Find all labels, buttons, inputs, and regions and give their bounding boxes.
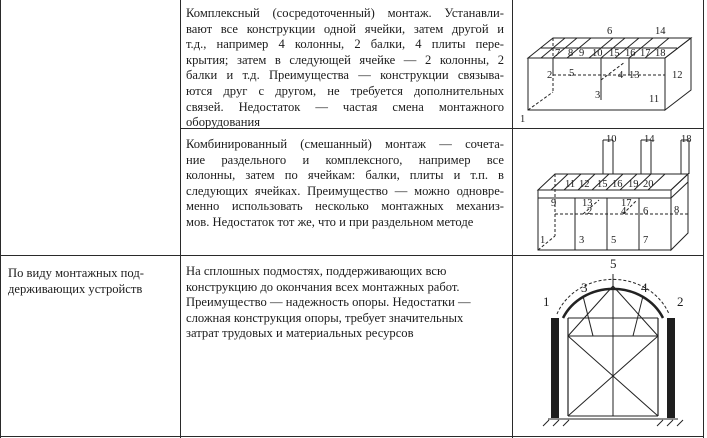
text-line: балки и т.д. Преимущества — конструкции связыва- bbox=[186, 68, 504, 83]
row-2-description bbox=[186, 137, 504, 231]
text-line: сложная конструкция опоры, требует значительных bbox=[186, 310, 464, 325]
figure-label: 3 bbox=[579, 235, 585, 246]
text-line: связей. Недостаток — частая смена монтажного bbox=[186, 99, 504, 114]
figure-label: 1 bbox=[520, 114, 526, 125]
figure-label: 11 bbox=[649, 94, 660, 105]
text-line: т.д., например 4 колонны, 2 балки, 4 плиты пере- bbox=[186, 37, 504, 52]
figure-label: 11 bbox=[565, 179, 576, 190]
text-line: затрат трудовых и материальных ресурсов bbox=[186, 326, 414, 341]
text-line: мов. Недостаток тот же, что и при раздельном методе bbox=[186, 214, 474, 229]
row-3-category bbox=[8, 266, 176, 297]
text-line: Преимущество — надежность опоры. Недостатки — bbox=[186, 295, 471, 310]
figure-label: 5 bbox=[569, 68, 575, 79]
figure-label: 4 bbox=[618, 70, 624, 81]
figure-label: 2 bbox=[587, 206, 593, 217]
figure-label: 7 bbox=[643, 235, 649, 246]
figure-label: 19 bbox=[628, 179, 639, 190]
text-line: колонны, затем по ячейкам: балки, плиты и т.п. в bbox=[186, 168, 504, 183]
table-bottom-border bbox=[0, 436, 704, 437]
text-line: крытия; затем в следующей ячейке — 2 колонны, 2 bbox=[186, 52, 504, 67]
figure-label: 15 bbox=[609, 48, 620, 59]
text-line: На сплошных подмостях, поддерживающих всю bbox=[186, 264, 447, 278]
figure-label: 1 bbox=[543, 294, 550, 309]
figure-label: 17 bbox=[621, 198, 632, 209]
figure-label: 3 bbox=[581, 280, 588, 295]
figure-label: 12 bbox=[672, 70, 683, 81]
text-line: Комбинированный (смешанный) монтаж — сочета- bbox=[186, 137, 504, 151]
figure-label: 1 bbox=[540, 235, 546, 246]
table-right-border bbox=[703, 0, 704, 438]
scaffolding-support-diagram bbox=[513, 256, 703, 436]
figure-label: 13 bbox=[582, 198, 593, 209]
figure-label: 10 bbox=[592, 48, 603, 59]
figure-label: 14 bbox=[655, 26, 666, 37]
text-line: следующих ячейках. Преимущество — можно одновре- bbox=[186, 183, 504, 198]
figure-label: 3 bbox=[595, 90, 601, 101]
figure-label: 16 bbox=[612, 179, 623, 190]
text-line: Комплексный (сосредоточенный) монтаж. Устанавли- bbox=[186, 6, 504, 20]
figure-label: 10 bbox=[606, 134, 617, 145]
figure-label: 18 bbox=[655, 48, 666, 59]
figure-label: 5 bbox=[610, 256, 617, 271]
figure-label: 7 bbox=[555, 48, 561, 59]
text-line: ются друг с другом, не требуется дополнительных bbox=[186, 83, 504, 98]
figure-label: 9 bbox=[579, 48, 585, 59]
text-line: ние раздельного и комплексного, например все bbox=[186, 152, 504, 167]
table-left-border bbox=[0, 0, 1, 438]
figure-label: 2 bbox=[677, 294, 684, 309]
figure-label: 4 bbox=[641, 280, 648, 295]
figure-label: 2 bbox=[547, 70, 553, 81]
figure-label: 6 bbox=[607, 26, 613, 37]
figure-label: 13 bbox=[629, 70, 640, 81]
complex-montage-diagram bbox=[513, 0, 703, 128]
row-1-description bbox=[186, 6, 504, 131]
figure-label: 8 bbox=[568, 48, 574, 59]
figure-label: 14 bbox=[644, 134, 655, 145]
text-line: оборудования bbox=[186, 115, 260, 130]
figure-label: 18 bbox=[681, 134, 692, 145]
figure-label: 16 bbox=[625, 48, 636, 59]
figure-label: 17 bbox=[640, 48, 651, 59]
combined-montage-diagram bbox=[513, 128, 703, 255]
text-line: менно использовать несколько монтажных механиз- bbox=[186, 199, 504, 214]
figure-label: 4 bbox=[621, 206, 627, 217]
text-line: вают все конструкции одной ячейки, затем другой и bbox=[186, 21, 504, 36]
figure-label: 6 bbox=[643, 206, 649, 217]
text-line: конструкцию до окончания всех монтажных работ. bbox=[186, 279, 460, 294]
text-line: По виду монтажных под- bbox=[8, 266, 144, 280]
figure-label: 5 bbox=[611, 235, 617, 246]
row-3-description bbox=[186, 264, 504, 342]
text-line: держивающих устройств bbox=[8, 281, 143, 296]
figure-label: 20 bbox=[643, 179, 654, 190]
figure-label: 8 bbox=[674, 205, 680, 216]
figure-label: 9 bbox=[551, 198, 557, 209]
figure-label: 15 bbox=[597, 179, 608, 190]
figure-label: 12 bbox=[579, 179, 590, 190]
column-divider-1 bbox=[180, 0, 181, 438]
